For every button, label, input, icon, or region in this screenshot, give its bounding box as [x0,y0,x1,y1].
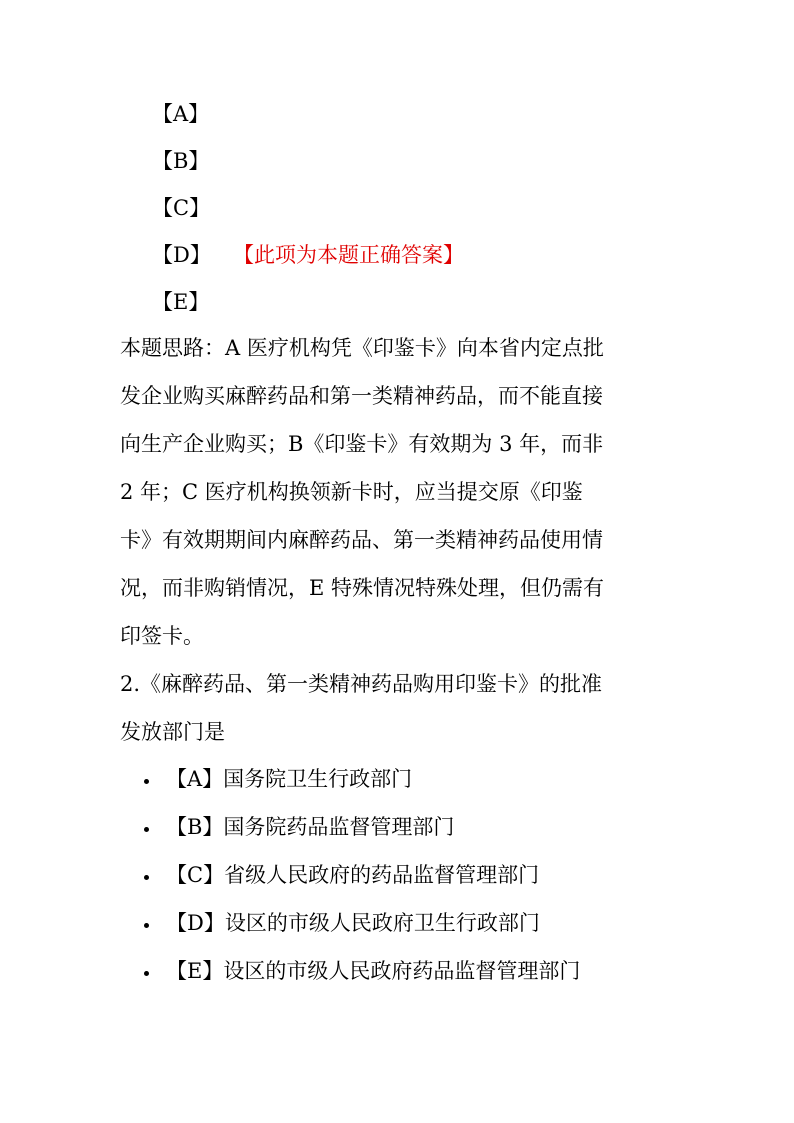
bullet-icon [144,971,149,976]
option-text: 【E】设区的市级人民政府药品监督管理部门 [166,959,581,983]
answer-option-c [140,859,580,907]
prev-option-d: 【D】 [152,243,211,267]
bullet-icon [144,923,149,928]
explanation-line: 发企业购买麻醉药品和第一类精神药品，而不能直接 [120,384,603,408]
option-text: 【D】设区的市级人民政府卫生行政部门 [166,911,540,935]
answer-option-d [140,907,580,955]
explanation-line: 卡》有效期期间内麻醉药品、第一类精神药品使用情 [120,528,603,552]
question-line: 2.《麻醉药品、第一类精神药品购用印鉴卡》的批准 [120,672,603,696]
question-stem [120,660,680,756]
option-text: 【C】省级人民政府的药品监督管理部门 [166,863,540,887]
prev-option-e: 【E】 [152,290,210,314]
answer-options-list [140,763,580,1003]
bullet-icon [144,779,149,784]
prev-option-b: 【B】 [152,149,210,173]
explanation-line: 2 年；C 医疗机构换领新卡时，应当提交原《印鉴 [120,480,583,504]
option-text: 【B】国务院药品监督管理部门 [166,815,455,839]
bullet-icon [144,875,149,880]
explanation-line: 本题思路：A 医疗机构凭《印鉴卡》向本省内定点批 [120,336,604,360]
answer-option-b [140,811,580,859]
answer-option-a [140,763,580,811]
explanation-line: 况，而非购销情况，E 特殊情况特殊处理，但仍需有 [120,576,605,600]
explanation-line: 向生产企业购买；B《印鉴卡》有效期为 3 年，而非 [120,432,604,456]
prev-option-a: 【A】 [152,102,210,126]
prev-option-c: 【C】 [152,196,211,220]
option-text: 【A】国务院卫生行政部门 [166,767,413,791]
correct-answer-marker: 【此项为本题正确答案】 [233,243,464,267]
bullet-icon [144,827,149,832]
answer-option-e [140,955,580,1003]
question-line: 发放部门是 [120,720,225,744]
explanation-line: 印签卡。 [120,624,204,648]
explanation-paragraph [120,324,680,660]
